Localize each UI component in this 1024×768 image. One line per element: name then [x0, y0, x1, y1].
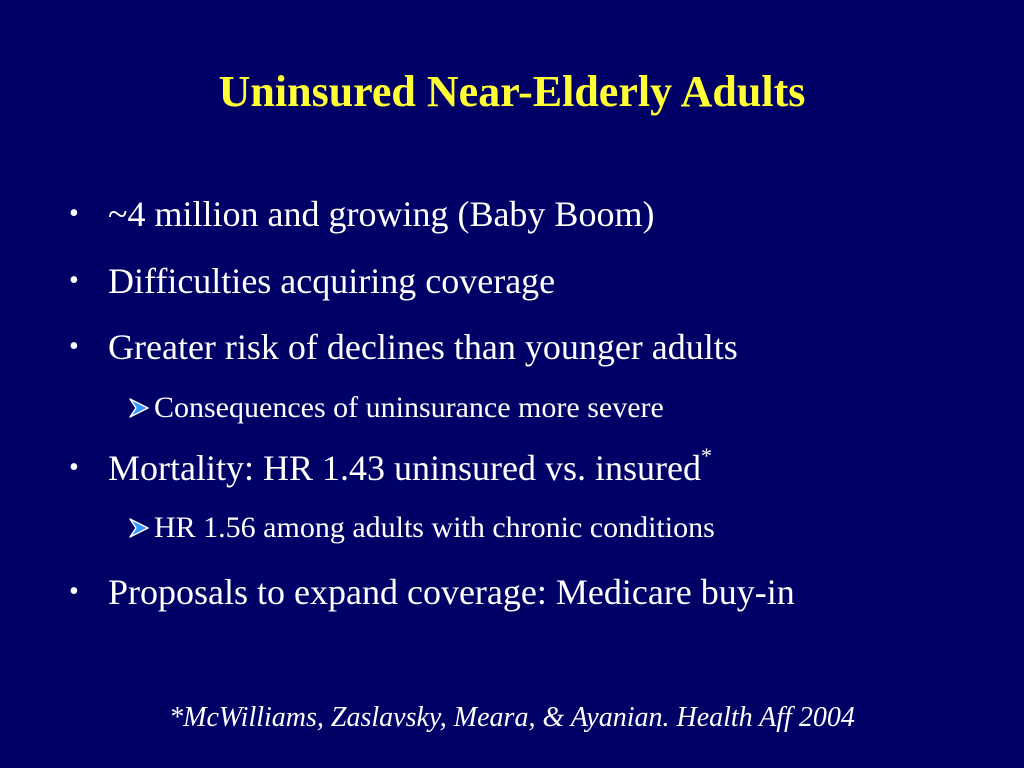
bullet-dot-icon: •: [69, 265, 79, 296]
bullet-dot-icon: •: [69, 331, 79, 362]
bullet-text-main: Mortality: HR 1.43 uninsured vs. insured: [108, 448, 701, 488]
footnote-marker: *: [700, 443, 712, 468]
citation-footnote: *McWilliams, Zaslavsky, Meara, & Ayanian. Health Aff 2004: [169, 702, 855, 733]
bullet-text: Greater risk of declines than younger adults: [108, 327, 738, 367]
sub-bullet-text: HR 1.56 among adults with chronic conditions: [154, 511, 715, 544]
slide-title: Uninsured Near-Elderly Adults: [218, 67, 806, 116]
bullet-dot-icon: •: [69, 452, 79, 483]
bullet-text: Difficulties acquiring coverage: [108, 261, 556, 301]
bullet-text: Proposals to expand coverage: Medicare buy-in: [108, 572, 795, 612]
bullet-text: [108, 443, 712, 490]
bullet-dot-icon: •: [69, 576, 79, 607]
arrow-bullet-icon: [128, 517, 150, 539]
bullet-dot-icon: •: [69, 198, 79, 229]
arrow-bullet-icon: [128, 397, 150, 419]
sub-bullet-text: Consequences of uninsurance more severe: [154, 391, 664, 424]
bullet-text: ~4 million and growing (Baby Boom): [108, 194, 655, 234]
